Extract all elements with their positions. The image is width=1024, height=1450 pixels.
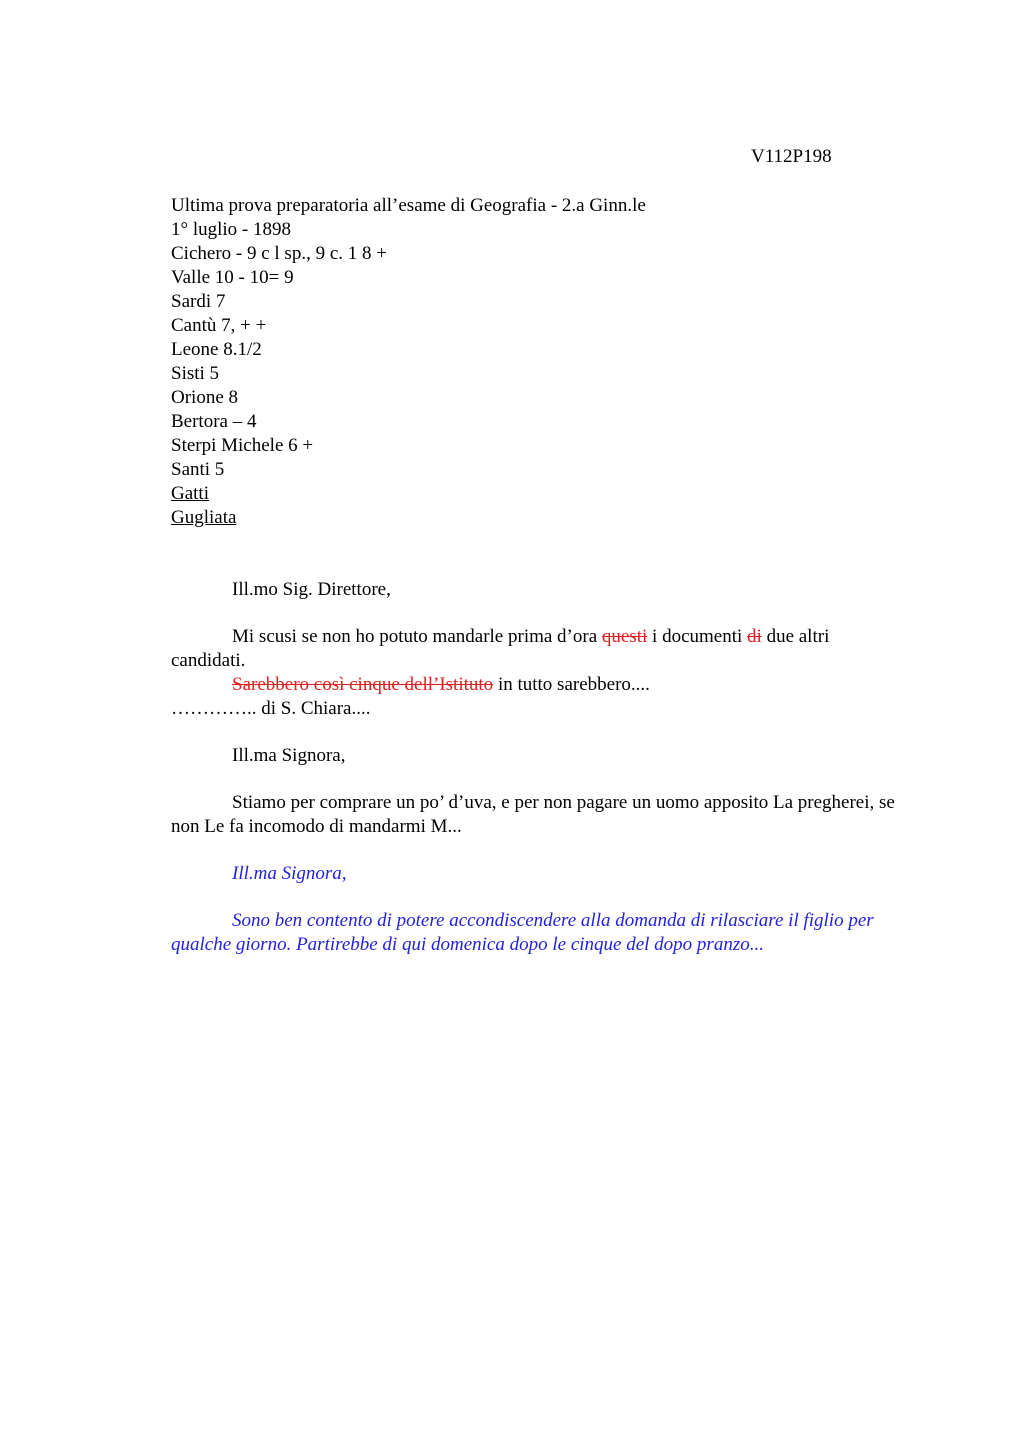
letter3-body: Sono ben contento di potere accondiscendere alla domanda di rilasciare il figlio per qualche giorno. Partirebbe di qui domenica dopo le cinque del dopo pranzo... [171,910,874,955]
letter1-text: i documenti [647,626,748,647]
grade-line: Leone 8.1/2 [171,339,262,360]
grade-line: Bertora – 4 [171,411,257,432]
letter1-salutation: Ill.mo Sig. Direttore, [232,579,391,600]
spacer [171,886,906,909]
underlined-name [171,506,906,530]
spacer [171,839,906,862]
letter1-text: in tutto sarebbero.... [493,674,650,695]
grade-line: Sterpi Michele 6 + [171,435,314,456]
spacer [171,530,906,578]
letter1-text: Mi scusi se non ho potuto mandarle prima d’ora [232,626,602,647]
spacer [171,721,906,744]
letter1-paragraph3: ………….. di S. Chiara.... [171,698,371,719]
grade-line: Santi 5 [171,459,225,480]
exam-date: 1° luglio - 1898 [171,219,292,240]
underlined-name-text: Gatti [171,483,209,504]
struck-word: di [747,626,762,647]
grade-line: Sisti 5 [171,363,220,384]
letter3-salutation: Ill.ma Signora, [232,863,347,884]
letter1-text: due altri candidati. [171,626,830,671]
reference-code: V112P198 [751,146,832,167]
spacer [171,602,906,625]
letter2-body: Stiamo per comprare un po’ d’uva, e per non pagare un uomo apposito La pregherei, se non Le fa incomodo di mandarmi M... [171,792,895,837]
grade-line: Orione 8 [171,387,239,408]
letter2-salutation: Ill.ma Signora, [232,745,346,766]
struck-word: questi [601,626,648,647]
underlined-name-text: Gugliata [171,507,237,528]
grade-line: Sardi 7 [171,291,226,312]
struck-phrase: Sarebbero così cinque dell’Istituto [232,674,494,695]
underlined-name [171,482,906,506]
letter1-paragraph2 [171,673,906,697]
grades-list [171,242,906,530]
document-body [171,194,906,957]
spacer [171,768,906,791]
exam-title: Ultima prova preparatoria all’esame di Geografia - 2.a Ginn.le [171,195,646,216]
letter1-paragraph1 [171,625,906,673]
grade-line: Cantù 7, + + [171,315,267,336]
grade-line: Cichero - 9 c l sp., 9 c. 1 8 + [171,243,387,264]
grade-line: Valle 10 - 10= 9 [171,267,294,288]
